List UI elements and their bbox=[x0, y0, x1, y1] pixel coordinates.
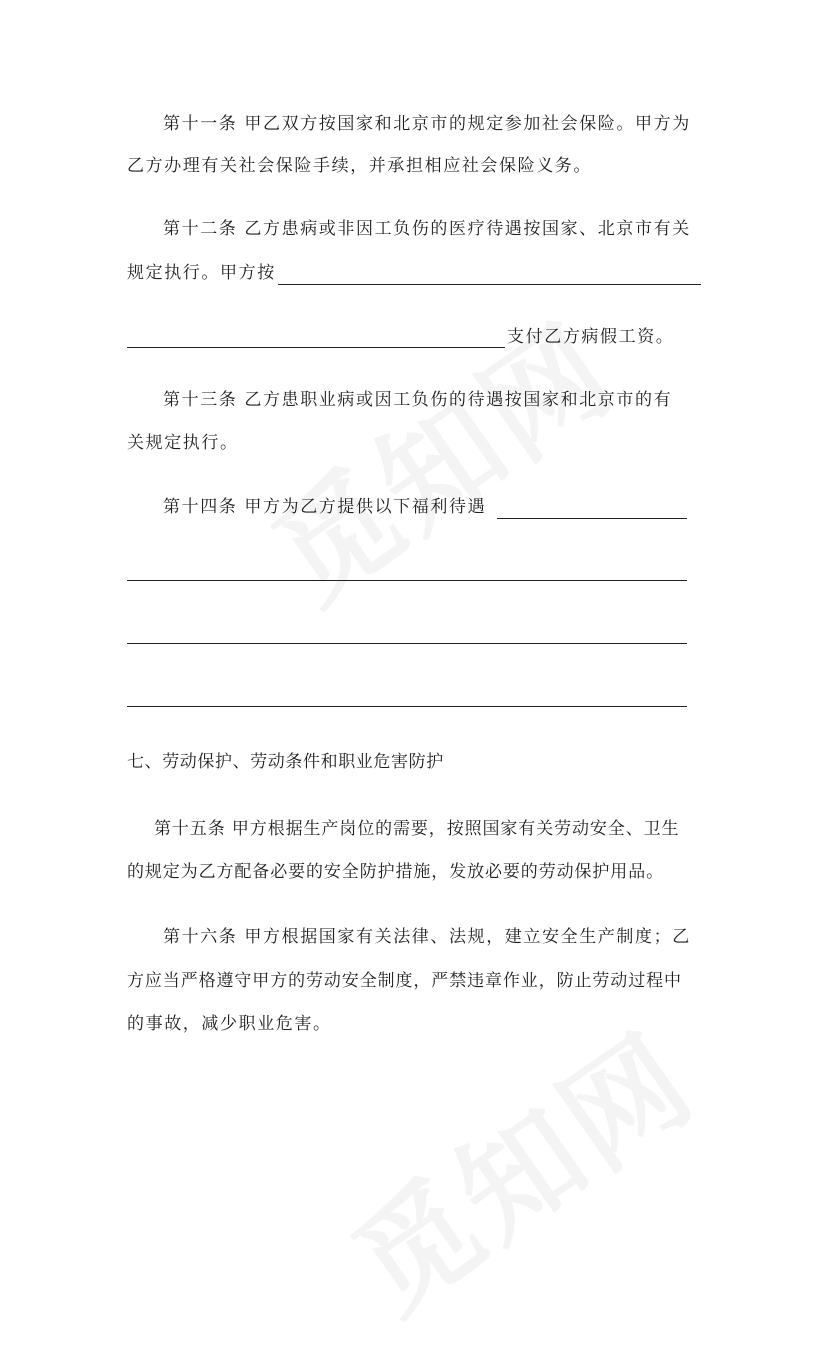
article-12-line-1: 第十二条 乙方患病或非因工负伤的医疗待遇按国家、北京市有关 bbox=[163, 219, 691, 239]
article-12-fill-line-2 bbox=[127, 347, 505, 348]
article-14-fill-line-3 bbox=[127, 706, 687, 707]
article-14-fill-line-2 bbox=[127, 643, 687, 644]
watermark-bottom bbox=[315, 987, 723, 1345]
article-12-line-3: 支付乙方病假工资。 bbox=[507, 327, 675, 347]
article-14-fill-line-1 bbox=[127, 580, 687, 581]
article-11-line-1: 第十一条 甲乙双方按国家和北京市的规定参加社会保险。甲方为 bbox=[163, 114, 691, 134]
article-16-line-1: 第十六条 甲方根据国家有关法律、法规，建立安全生产制度；乙 bbox=[163, 927, 691, 947]
article-13-line-1: 第十三条 乙方患职业病或因工负伤的待遇按国家和北京市的有 bbox=[163, 390, 673, 410]
article-11-line-2: 乙方办理有关社会保险手续，并承担相应社会保险义务。 bbox=[127, 156, 592, 176]
article-14-line-1: 第十四条 甲方为乙方提供以下福利待遇 bbox=[163, 497, 487, 517]
section-7-heading: 七、劳动保护、劳动条件和职业危害防护 bbox=[127, 752, 444, 772]
article-16-line-3: 的事故，减少职业危害。 bbox=[127, 1014, 332, 1034]
article-14-fill-line-0 bbox=[497, 518, 687, 519]
article-16-line-2: 方应当严格遵守甲方的劳动安全制度，严禁违章作业，防止劳动过程中 bbox=[127, 971, 682, 991]
article-13-line-2: 关规定执行。 bbox=[127, 433, 239, 453]
article-15-line-1: 第十五条 甲方根据生产岗位的需要，按照国家有关劳动安全、卫生 bbox=[154, 819, 680, 839]
article-12-fill-line-1 bbox=[278, 284, 701, 285]
article-12-line-2: 规定执行。甲方按 bbox=[127, 263, 276, 283]
article-15-line-2: 的规定为乙方配备必要的安全防护措施，发放必要的劳动保护用品。 bbox=[127, 862, 664, 882]
